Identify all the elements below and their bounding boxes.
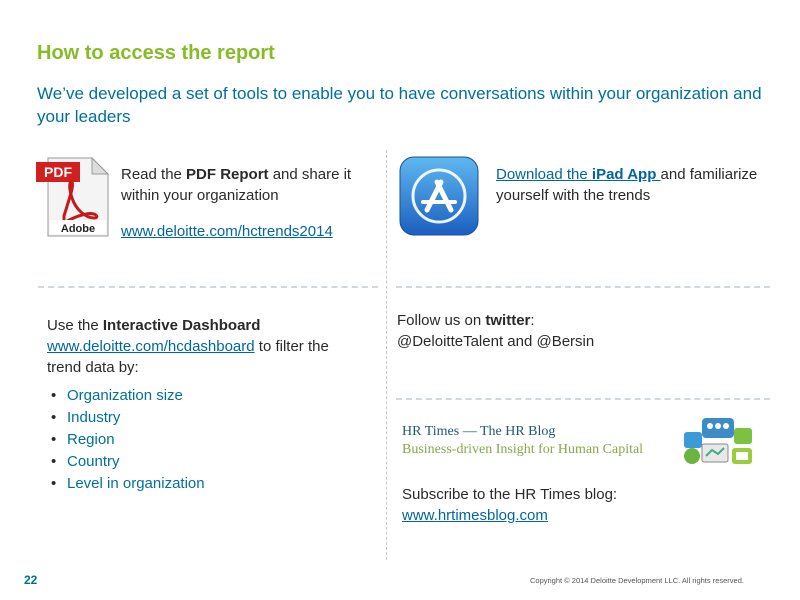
pdf-text-bold: PDF Report: [186, 166, 269, 183]
ipad-link-prefix: Download the: [496, 166, 592, 183]
hr-times-logo-tagline: Business-driven Insight for Human Capital: [402, 442, 644, 457]
page-title: How to access the report: [37, 42, 275, 64]
list-item: • Industry: [47, 407, 367, 429]
dashboard-text-bold: Interactive Dashboard: [102, 317, 261, 334]
horizontal-divider-left: [38, 286, 378, 288]
twitter-handles: @DeloitteTalent and @Bersin: [397, 333, 595, 350]
filter-list: [47, 385, 367, 495]
app-store-icon[interactable]: [399, 156, 479, 236]
horizontal-divider-blog: [396, 398, 770, 400]
page-subtitle: We’ve developed a set of tools to enable you to have conversations within your organization and your leaders: [37, 84, 762, 126]
pdf-text-suffix: and share it within your organization: [121, 166, 352, 204]
twitter-description: [397, 310, 767, 352]
dashboard-text-suffix: to filter the trend data by:: [47, 338, 329, 376]
pdf-text-prefix: Read the: [121, 166, 187, 183]
ipad-app-link[interactable]: [496, 166, 661, 183]
adobe-label: Adobe: [60, 223, 96, 235]
ipad-text-suffix: and familiarize yourself with the trends: [496, 166, 758, 204]
list-item: • Country: [47, 451, 367, 473]
horizontal-divider-right: [396, 286, 770, 288]
twitter-text-bold: twitter: [485, 312, 531, 329]
pdf-description: [121, 164, 383, 206]
pdf-icon[interactable]: [34, 156, 110, 238]
dashboard-link[interactable]: www.deloitte.com/hcdashboard: [47, 338, 255, 355]
ipad-description: [496, 164, 776, 206]
blog-subscribe-text: Subscribe to the HR Times blog:: [402, 486, 618, 503]
social-cluster-icon: [680, 412, 760, 468]
pdf-icon-label: PDF: [44, 164, 72, 180]
hr-times-logo-title: HR Times — The HR Blog: [402, 424, 556, 439]
vertical-divider: [386, 150, 387, 560]
ipad-link-bold: iPad App: [591, 166, 661, 183]
list-item: • Organization size: [47, 385, 367, 407]
dashboard-text-prefix: Use the: [47, 317, 103, 334]
pdf-report-link[interactable]: www.deloitte.com/hctrends2014: [121, 223, 333, 240]
twitter-text-prefix: Follow us on: [397, 312, 486, 329]
copyright-text: Copyright © 2014 Deloitte Development LLC. All rights reserved.: [530, 576, 744, 585]
list-item: • Level in organization: [47, 473, 367, 495]
blog-link[interactable]: www.hrtimesblog.com: [402, 507, 548, 524]
dashboard-description: [47, 315, 367, 378]
page-number: 22: [24, 573, 38, 587]
twitter-text-colon: :: [530, 312, 535, 329]
list-item: • Region: [47, 429, 367, 451]
